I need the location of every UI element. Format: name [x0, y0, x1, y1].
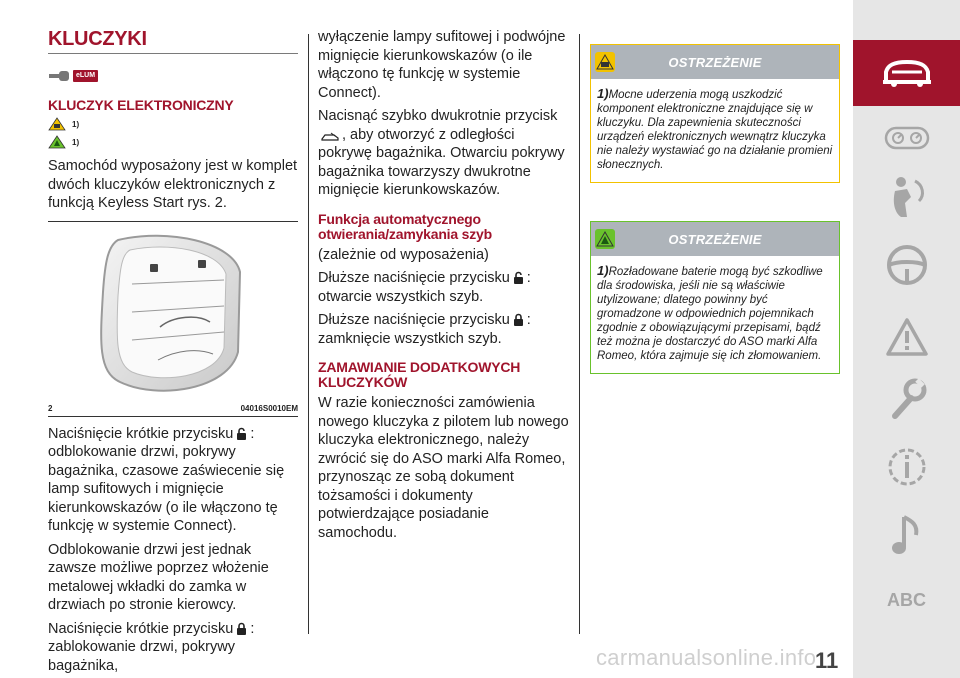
- paragraph-long-press-unlock: Dłuższe naciśnięcie przycisku : otwarcie wszystkich szyb.: [318, 270, 531, 305]
- warning-triangle-yellow-icon: [48, 117, 66, 131]
- elum-badge: eLUM: [73, 70, 98, 82]
- warning-box-green: [590, 221, 840, 374]
- sidebar-item-dashboard[interactable]: [853, 118, 960, 158]
- paragraph-long-press-lock: Dłuższe naciśnięcie przycisku : zamknięcie wszystkich szyb.: [318, 312, 531, 347]
- subsection-title: KLUCZYK ELEKTRONICZNY: [48, 97, 234, 113]
- heading-order-keys: ZAMAWIANIE DODATKOWYCH KLUCZYKÓW: [318, 359, 521, 390]
- warning-ref-green: [48, 135, 298, 149]
- warning-header-yellow: [591, 45, 839, 79]
- paragraph-equipment-note: (zależnie od wyposażenia): [318, 246, 489, 263]
- warning-text-yellow: 1)Mocne uderzenia mogą uszkodzić komponent elektroniczne znajdujące się w kluczyku. Dla zapewnienia skuteczności urządzeń elektronicznych wewnątrz kluczyka nie należy wystawiać go na działanie promieni słonecznych.: [597, 86, 833, 171]
- chapter-sidebar: [853, 0, 960, 678]
- warning-header-green: [591, 222, 839, 256]
- warning-ref-yellow: [48, 117, 298, 131]
- index-abc-label: ABC: [887, 589, 926, 610]
- paragraph-continuation: wyłączenie lampy sufitowej i podwójne mignięcie kierunkowskazów (o ile włączono tę funkcję w systemie Connect).: [318, 29, 566, 101]
- paragraph-short-press-lock: Naciśnięcie krótkie przycisku : zablokowanie drzwi, pokrywy bagażnika,: [48, 620, 255, 674]
- warning-ref-yellow-number: 1): [72, 119, 80, 129]
- paragraph-short-press-unlock: Naciśnięcie krótkie przycisku : odblokowanie drzwi, pokrywy bagażnika, czasowe zaświecenie się lamp sufitowych i mignięcie kierunkowskazów (o ile włączono tę funkcję w systemie Connect).: [48, 425, 285, 534]
- paragraph-order-keys: W razie konieczności zamówienia nowego kluczyka z pilotem lub nowego kluczyka elektronicznego, należy zwrócić się do ASO marki Alfa Romeo, przynosząc ze sobą dokument tożsamości i dokumenty potwierdzające posiadanie samochodu.: [318, 395, 569, 541]
- watermark: carmanualsonline.info: [596, 645, 817, 670]
- sidebar-item-driving[interactable]: [853, 240, 960, 290]
- key-icon: [48, 70, 70, 82]
- intro-paragraph: Samochód wyposażony jest w komplet dwóch kluczyków elektronicznych z funkcją Keyless Start rys. 2.: [48, 158, 298, 211]
- warning-ref-green-number: 1): [72, 137, 80, 147]
- warning-triangle-icon: [885, 317, 929, 357]
- electronic-key-illustration: [48, 232, 298, 397]
- warning-title-green: OSTRZEŻENIE: [668, 231, 762, 247]
- warning-yellow-icon: [595, 52, 615, 72]
- wrench-icon: [887, 376, 927, 422]
- warning-title-yellow: OSTRZEŻENIE: [668, 54, 762, 70]
- sidebar-item-technical-data[interactable]: [853, 440, 960, 494]
- column-2: [318, 28, 570, 547]
- sidebar-item-warnings[interactable]: [853, 312, 960, 362]
- paragraph-mechanical-key: Odblokowanie drzwi jest jednak zawsze możliwe poprzez włożenie metalowej wkładki do zamka w drzwiach po stronie kierowcy.: [48, 541, 269, 613]
- paragraph-trunk-open: Nacisnąć szybko dwukrotnie przycisk, aby otworzyć z odległości pokrywę bagażnika. Otwarciu pokrywy bagażnika towarzyszy dwukrotne mignięcie kierunkowskazów.: [318, 108, 565, 198]
- car-icon: [880, 56, 934, 90]
- info-gear-icon: [884, 444, 930, 490]
- key-figure: [48, 221, 298, 411]
- lock-icon: [236, 622, 247, 636]
- warning-green-icon: [595, 229, 615, 249]
- elum-indicator: [48, 66, 298, 86]
- figure-number: 2: [48, 403, 53, 413]
- column-3: [590, 28, 840, 374]
- unlock-icon: [513, 271, 524, 285]
- steering-wheel-icon: [885, 243, 929, 287]
- lock-icon: [513, 313, 524, 327]
- figure-code: 04016S0010EM: [240, 403, 298, 413]
- heading-auto-windows: Funkcja automatycznego otwierania/zamykania szyb: [318, 210, 492, 242]
- page-number: 11: [815, 648, 839, 673]
- airbag-seatbelt-icon: [887, 175, 927, 219]
- sidebar-item-index[interactable]: [853, 585, 960, 615]
- column-divider-1: [308, 34, 309, 634]
- music-note-icon: [890, 513, 924, 557]
- section-title: KLUCZYKI: [48, 28, 298, 54]
- column-divider-2: [579, 34, 580, 634]
- warning-box-yellow: [590, 44, 840, 183]
- sidebar-item-vehicle[interactable]: [853, 40, 960, 106]
- warning-text-green: 1)Rozładowane baterie mogą być szkodliwe dla środowiska, jeśli nie są właściwie utylizowane; dlatego powinny być gromadzone w odpowiednich pojemnikach zgodnie z obowiązującymi przepisami, bądź też można je dostarczyć do ASO marki Alfa Romeo, która zajmuje się ich złomowaniem.: [597, 263, 823, 362]
- trunk-icon: [321, 132, 339, 142]
- dashboard-gauges-icon: [884, 126, 930, 150]
- figure-caption: [48, 404, 298, 417]
- unlock-icon: [236, 427, 247, 441]
- sidebar-item-maintenance[interactable]: [853, 372, 960, 426]
- column-1: [48, 28, 298, 678]
- sidebar-item-multimedia[interactable]: [853, 508, 960, 562]
- warning-triangle-green-icon: [48, 135, 66, 149]
- sidebar-item-safety[interactable]: [853, 172, 960, 222]
